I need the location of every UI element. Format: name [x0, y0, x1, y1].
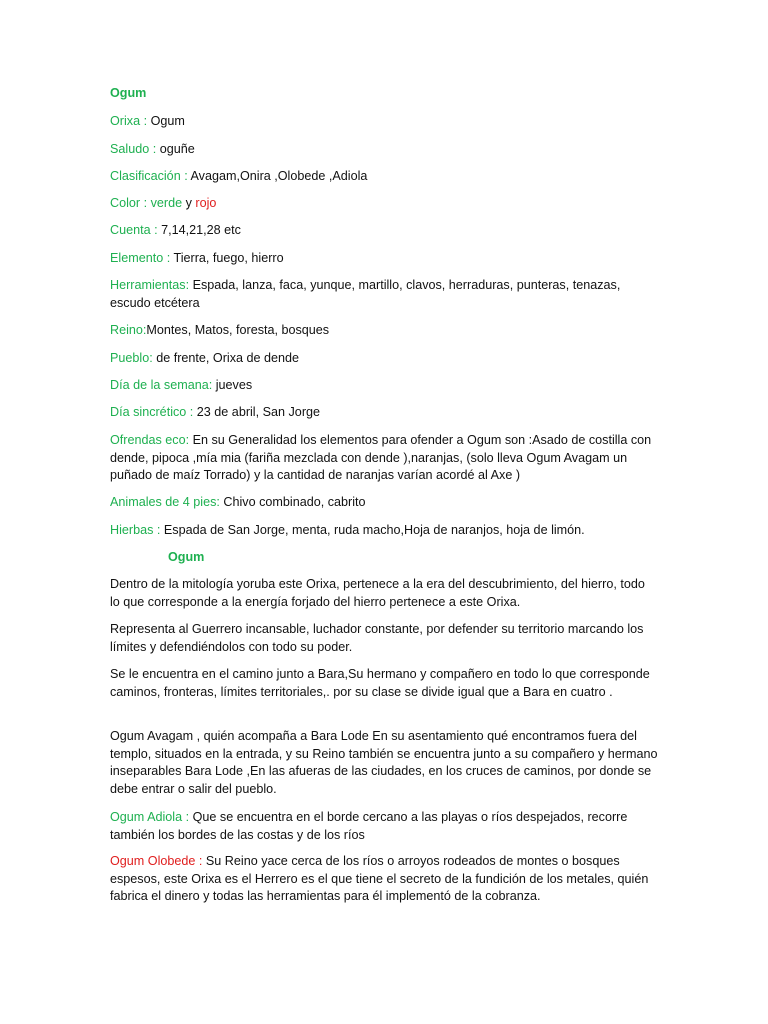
field-value: 7,14,21,28 etc	[161, 223, 241, 237]
paragraph-label: Ogum Olobede :	[110, 854, 206, 868]
color-conjunction: y	[182, 196, 196, 210]
field-label: Reino:	[110, 323, 147, 337]
field-label: Cuenta :	[110, 223, 162, 237]
paragraph: Dentro de la mitología yoruba este Orixa, pertenece a la era del descubrimiento, del hierro, todo lo que corresponde a la energía forjado del hierro pertenece a este Orixa.	[110, 577, 645, 609]
paragraph-text: Su Reino yace cerca de los ríos o arroyos rodeados de montes o bosques espesos, este Orixa es el Herrero es el que tiene el secreto de la fundición de los metales, quién fabrica el dinero y todas las herramientas para él implementó de la cobranza.	[110, 854, 649, 903]
field-color	[110, 195, 658, 213]
field-label: Ofrendas eco:	[110, 433, 193, 447]
paragraph: Representa al Guerrero incansable, luchador constante, por defender su territorio marcando los límites y defendiéndolos con todo su poder.	[110, 622, 644, 654]
field-elemento	[110, 250, 658, 268]
paragraph-label: Ogum Adiola :	[110, 810, 193, 824]
field-label: Color :	[110, 196, 151, 210]
field-saludo	[110, 141, 658, 159]
field-value: 23 de abril, San Jorge	[196, 405, 321, 419]
paragraph: Ogum Avagam , quién acompaña a Bara Lode En su asentamiento qué encontramos fuera del templo, situados en la entrada, y su Reino también se encuentra junto a su compañero y hermano inseparables Bara Lode ,En las afueras de las ciudades, en los cruces de caminos, por donde se debe entrar o salir del pueblo.	[110, 729, 658, 796]
field-cuenta	[110, 222, 658, 240]
field-label: Día sincrético :	[110, 405, 197, 419]
field-label: Clasificación :	[110, 169, 191, 183]
field-value: Montes, Matos, foresta, bosques	[146, 323, 330, 337]
field-value: oguñe	[159, 142, 195, 156]
color-red-word: rojo	[195, 196, 217, 210]
paragraph: Se le encuentra en el camino junto a Bara,Su hermano y compañero en todo lo que corresponde caminos, fronteras, límites territoriales,. por su clase se divide igual que a Bara en cuatro .	[110, 667, 650, 699]
field-value: Tierra, fuego, hierro	[173, 251, 284, 265]
field-value: de frente, Orixa de dende	[156, 351, 300, 365]
field-value: Avagam,Onira ,Olobede ,Adiola	[190, 169, 368, 183]
field-value: En su Generalidad los elementos para ofender a Ogum son :Asado de costilla con dende, pipoca ,mía mia (fariña mezclada con dende ),naranjas, (solo lleva Ogum Avagam un puñado de maíz Torrado) y la cantidad de naranjas varían acordé al Axe )	[110, 433, 652, 482]
field-label: Pueblo:	[110, 351, 157, 365]
field-label: Orixa :	[110, 114, 151, 128]
field-ofrendas	[110, 432, 658, 485]
field-dia-sincretico	[110, 404, 658, 422]
paragraph-adiola	[110, 809, 658, 844]
field-clasificacion	[110, 168, 658, 186]
color-green-word: verde	[150, 196, 183, 210]
field-value: Espada de San Jorge, menta, ruda macho,Hoja de naranjos, hoja de limón.	[163, 523, 585, 537]
field-label: Saludo :	[110, 142, 160, 156]
field-label: Animales de 4 pies:	[110, 495, 224, 509]
field-herramientas	[110, 277, 658, 312]
field-hierbas	[110, 522, 658, 540]
field-value: Chivo combinado, cabrito	[223, 495, 366, 509]
field-label: Elemento :	[110, 251, 174, 265]
paragraph-text: Que se encuentra en el borde cercano a las playas o ríos despejados, recorre también los bordes de las costas y de los ríos	[110, 810, 628, 842]
field-orixa	[110, 113, 658, 131]
paragraph-olobede	[110, 853, 658, 906]
field-value: Espada, lanza, faca, yunque, martillo, clavos, herraduras, punteras, tenazas, escudo etcétera	[110, 278, 621, 310]
field-reino	[110, 322, 658, 340]
section-title: Ogum	[168, 550, 205, 564]
page-title: Ogum	[110, 86, 147, 100]
field-value: Ogum	[150, 114, 185, 128]
field-label: Hierbas :	[110, 523, 164, 537]
field-animales	[110, 494, 658, 512]
field-dia-semana	[110, 377, 658, 395]
field-pueblo	[110, 350, 658, 368]
field-label: Herramientas:	[110, 278, 193, 292]
field-label: Día de la semana:	[110, 378, 216, 392]
field-value: jueves	[215, 378, 253, 392]
